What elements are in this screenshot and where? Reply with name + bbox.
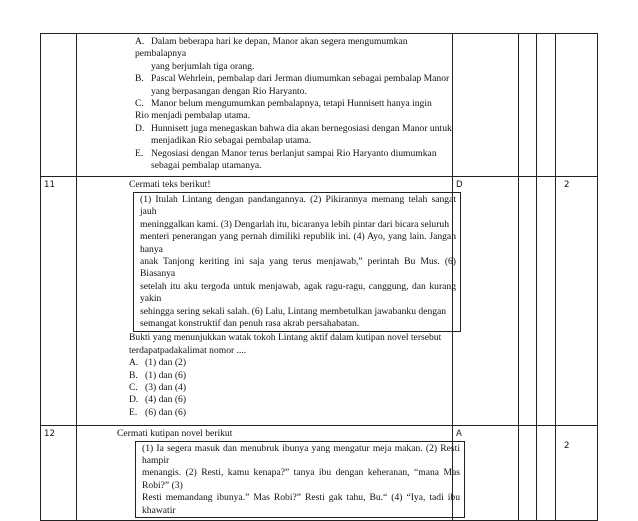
option-b: B. Pascal Wehrlein, pembalap dari Jerman diumumkan sebagai pembalap Manor: [135, 73, 450, 85]
score-cell: [556, 426, 598, 521]
prev-options: [77, 34, 452, 176]
extra-cell-2: [537, 177, 556, 426]
option-e-cont: sebagai pembalap utamanya.: [151, 160, 262, 172]
option-d: D. Hunnisett juga menegaskan bahwa dia akan bernegosiasi dengan Manor untuk: [135, 122, 452, 134]
quote-line: sehingga sering sekali salah. (6) Lalu, Lintang membetulkan jawabanku dengan: [140, 305, 447, 317]
question-number: 11: [44, 180, 55, 191]
answer-key-table: [40, 33, 598, 521]
option-d-cont: menjadikan Rio sebagai pembalap utama.: [151, 135, 312, 147]
option-d: D. (4) dan (6): [129, 394, 187, 406]
option-a: A. (1) dan (2): [129, 357, 187, 369]
quote-box: [135, 441, 465, 518]
key-cell: [453, 426, 519, 521]
question-number: 12: [44, 429, 55, 440]
extra-cell-2: [537, 34, 556, 177]
table-row-12: [41, 426, 598, 521]
option-c: C. Manor belum mengumumkan pembalapnya, tetapi Hunnisett hanya ingin: [135, 98, 432, 110]
quote-line: Resti memandang ibunya.” Mas Robi?” Resti gak tahu, Bu.“ (4) “Iya, tadi ibu khawatir: [142, 492, 460, 516]
number-cell: [41, 426, 77, 521]
score-value: 2: [564, 441, 570, 452]
table-row-11: [41, 177, 598, 426]
quote-line: semangat konstruktif dan penuh rasa akrab persahabatan.: [140, 317, 360, 329]
option-e: E. Negosiasi dengan Manor terus berlanjut sampai Rio Haryanto diumumkan: [135, 147, 437, 159]
key-cell: [453, 177, 519, 426]
number-cell: [41, 177, 77, 426]
question-cell: [77, 177, 456, 426]
quote-line: (1) Ia segera masuk dan menubruk ibunya yang mengatur meja makan. (2) Resti hampir: [142, 442, 460, 466]
quote-line: setelah itu aku tergoda untuk menjawab, agak ragu-ragu, canggung, dan kurang yakin: [140, 280, 456, 305]
score-value: 2: [564, 180, 570, 191]
score-cell: [556, 34, 598, 177]
option-a: A. Dalam beberapa hari ke depan, Manor akan segera mengumumkan pembalapnya: [135, 36, 408, 60]
quote-line: meninggalkan kami. (3) Dengarlah itu, bicaranya lebih pintar dari bicara seluruh: [140, 218, 450, 230]
score-cell: [556, 177, 598, 426]
option-a-cont: yang berjumlah tiga orang.: [151, 60, 255, 72]
question-intro: Cermati kutipan novel berikut: [117, 428, 233, 440]
answer-key: D: [456, 180, 463, 191]
option-c: C. (3) dan (4): [129, 381, 187, 393]
question-text-cont: terdapatpadakalimat nomor ....: [129, 344, 247, 356]
question-text: Bukti yang menunjukkan watak tokoh Lintang aktif dalam kutipan novel tersebut: [129, 332, 442, 344]
option-c-cont: Rio menjadi pembalap utama.: [135, 110, 251, 122]
quote-line: menangis. (2) Resti, kamu kenapa?” tanya ibu dengan keheranan, “mana Mas Robi?” (3): [142, 467, 460, 491]
quote-line: (1) Itulah Lintang dengan pandangannya. (2) Pikirannya memang telah sangat jauh: [140, 193, 456, 218]
option-b: B. (1) dan (6): [129, 369, 187, 381]
question-cell: [77, 34, 453, 177]
table-row-prev: [41, 34, 598, 177]
option-e: E. (6) dan (6): [129, 406, 187, 418]
question-cell: [77, 426, 460, 521]
question-intro: Cermati teks berikut!: [129, 179, 211, 191]
option-b-cont: yang berpasangan dengan Rio Haryanto.: [151, 85, 307, 97]
quote-line: anak Tanjong keriting ini saja yang terus menjawab,” perintah Bu Mus. (6) Biasanya: [140, 255, 456, 280]
extra-cell-2: [537, 426, 556, 521]
extra-cell-1: [519, 177, 537, 426]
extra-cell-1: [519, 426, 537, 521]
number-cell: [41, 34, 77, 177]
quote-box: [133, 192, 461, 332]
answer-key: A: [456, 429, 462, 440]
extra-cell-1: [519, 34, 537, 177]
key-cell: [453, 34, 519, 177]
quote-line: menteri penerangan yang pernah dimiliki republik ini. (4) Ayo, yang lain. Jangan hanya: [140, 231, 456, 255]
